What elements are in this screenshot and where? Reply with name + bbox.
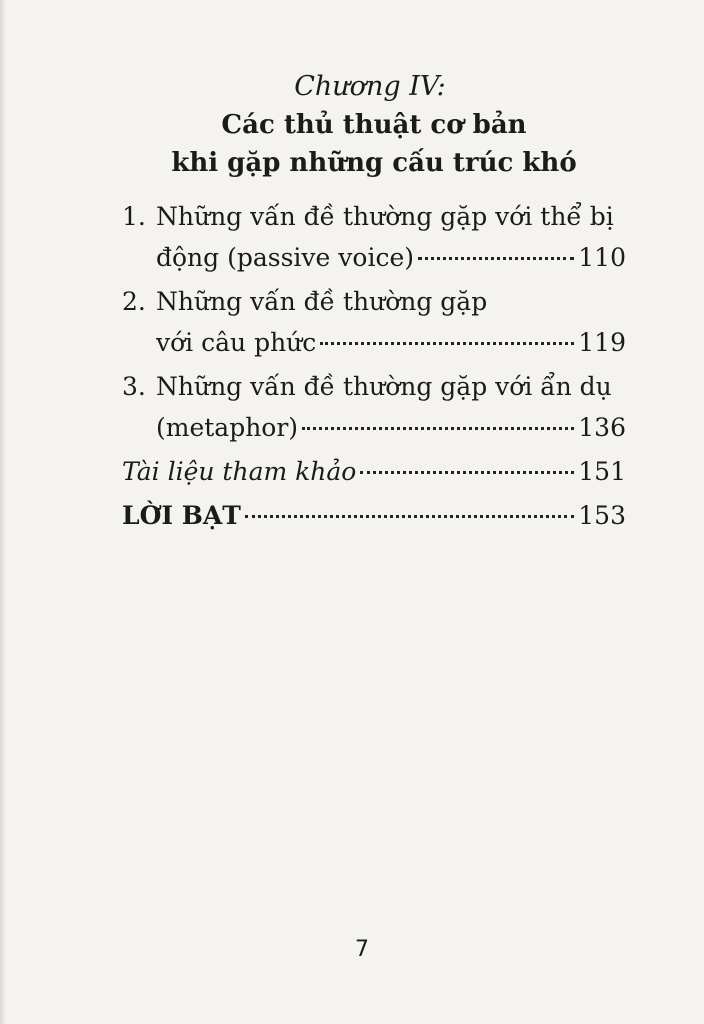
toc-entry-3 [122, 366, 626, 448]
toc-entry-title-line-1: Những vấn đề thường gặp với thể bị [156, 202, 614, 231]
toc-entry-title-line-1: Những vấn đề thường gặp [156, 287, 488, 316]
references-label: Tài liệu tham khảo [122, 457, 357, 486]
dot-leader [418, 257, 574, 260]
toc-entry-title-line-2: với câu phức [156, 328, 317, 357]
toc-entry-title-line-2: (metaphor) [156, 413, 299, 442]
toc-page-number: 153 [578, 501, 626, 530]
toc-entry-number: 2. [122, 287, 146, 316]
toc-entry-afterword [122, 495, 626, 536]
toc-page-number: 110 [578, 243, 626, 272]
table-of-contents [122, 196, 626, 536]
chapter-title [0, 106, 704, 182]
toc-entry-1 [122, 196, 626, 278]
toc-page-number: 151 [578, 457, 626, 486]
dot-leader [245, 515, 574, 518]
dot-leader [320, 342, 574, 345]
page-number: 7 [355, 937, 369, 962]
toc-entry-2 [122, 281, 626, 363]
toc-page-number: 119 [578, 328, 626, 357]
toc-page-number: 136 [578, 413, 626, 442]
toc-entry-number: 3. [122, 372, 146, 401]
toc-entry-references [122, 451, 626, 492]
dot-leader [360, 471, 574, 474]
chapter-title-line-2: khi gặp những cấu trúc khó [171, 148, 577, 178]
chapter-title-line-1: Các thủ thuật cơ bản [221, 110, 527, 140]
dot-leader [302, 427, 574, 430]
toc-entry-title-line-1: Những vấn đề thường gặp với ẩn dụ [156, 372, 612, 401]
toc-entry-title-line-2: động (passive voice) [156, 243, 415, 272]
chapter-label: Chương IV: [294, 71, 446, 102]
afterword-label: LỜI BẠT [122, 501, 241, 530]
toc-entry-number: 1. [122, 202, 146, 231]
